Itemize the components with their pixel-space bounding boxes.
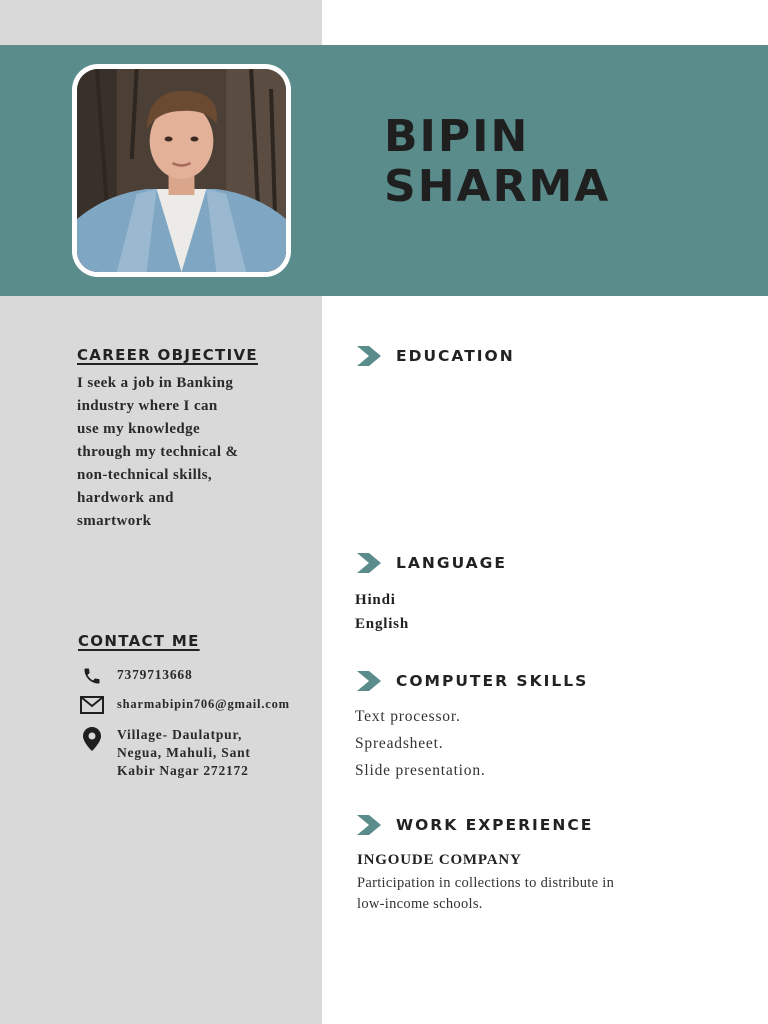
- contact-address-row: [80, 726, 251, 780]
- language-item: English: [355, 616, 409, 632]
- chevron-right-icon: [357, 553, 381, 573]
- career-objective-heading: CAREER OBJECTIVE: [77, 346, 258, 364]
- language-heading: [357, 553, 507, 573]
- email-address: sharmabipin706@gmail.com: [117, 697, 290, 711]
- candidate-name: [384, 112, 610, 212]
- mail-icon: [80, 695, 104, 715]
- objective-line: smartwork: [77, 513, 152, 529]
- contact-phone-row: [80, 666, 193, 686]
- career-objective-text: [77, 372, 292, 533]
- chevron-right-icon: [357, 815, 381, 835]
- language-item: Hindi: [355, 592, 396, 608]
- work-company-name: INGOUDE COMPANY: [357, 852, 522, 868]
- address-line: Kabir Nagar 272172: [117, 763, 249, 778]
- objective-line: through my technical &: [77, 444, 239, 460]
- computer-skills-title: COMPUTER SKILLS: [396, 672, 589, 690]
- address-line: Village- Daulatpur,: [117, 727, 243, 742]
- skill-item: Spreadsheet.: [355, 735, 444, 752]
- objective-line: I seek a job in Banking: [77, 375, 234, 391]
- skill-item: Slide presentation.: [355, 762, 486, 779]
- phone-icon: [80, 666, 104, 686]
- education-title: EDUCATION: [396, 347, 515, 365]
- objective-line: use my knowledge: [77, 421, 201, 437]
- work-experience-heading: [357, 815, 593, 835]
- profile-photo-frame: [72, 64, 291, 277]
- location-pin-icon: [80, 726, 104, 752]
- contact-email-row: [80, 695, 290, 715]
- objective-line: hardwork and: [77, 490, 174, 506]
- language-title: LANGUAGE: [396, 554, 507, 572]
- address-line: Negua, Mahuli, Sant: [117, 745, 251, 760]
- computer-skills-heading: [357, 671, 588, 691]
- work-description-line: Participation in collections to distribute in: [357, 875, 615, 891]
- skill-item: Text processor.: [355, 708, 461, 725]
- work-experience-title: WORK EXPERIENCE: [396, 816, 594, 834]
- chevron-right-icon: [357, 346, 381, 366]
- address: [117, 726, 251, 780]
- chevron-right-icon: [357, 671, 381, 691]
- computer-skills-list: [355, 703, 486, 784]
- language-list: [355, 588, 409, 636]
- contact-heading: CONTACT ME: [78, 632, 200, 650]
- objective-line: non-technical skills,: [77, 467, 213, 483]
- work-description-line: low-income schools.: [357, 896, 483, 912]
- profile-photo: [77, 69, 286, 272]
- last-name: SHARMA: [384, 161, 611, 212]
- education-heading: [357, 346, 515, 366]
- first-name: BIPIN: [384, 111, 530, 162]
- objective-line: industry where I can: [77, 398, 218, 414]
- phone-number: 7379713668: [117, 667, 193, 682]
- work-description: [357, 873, 687, 915]
